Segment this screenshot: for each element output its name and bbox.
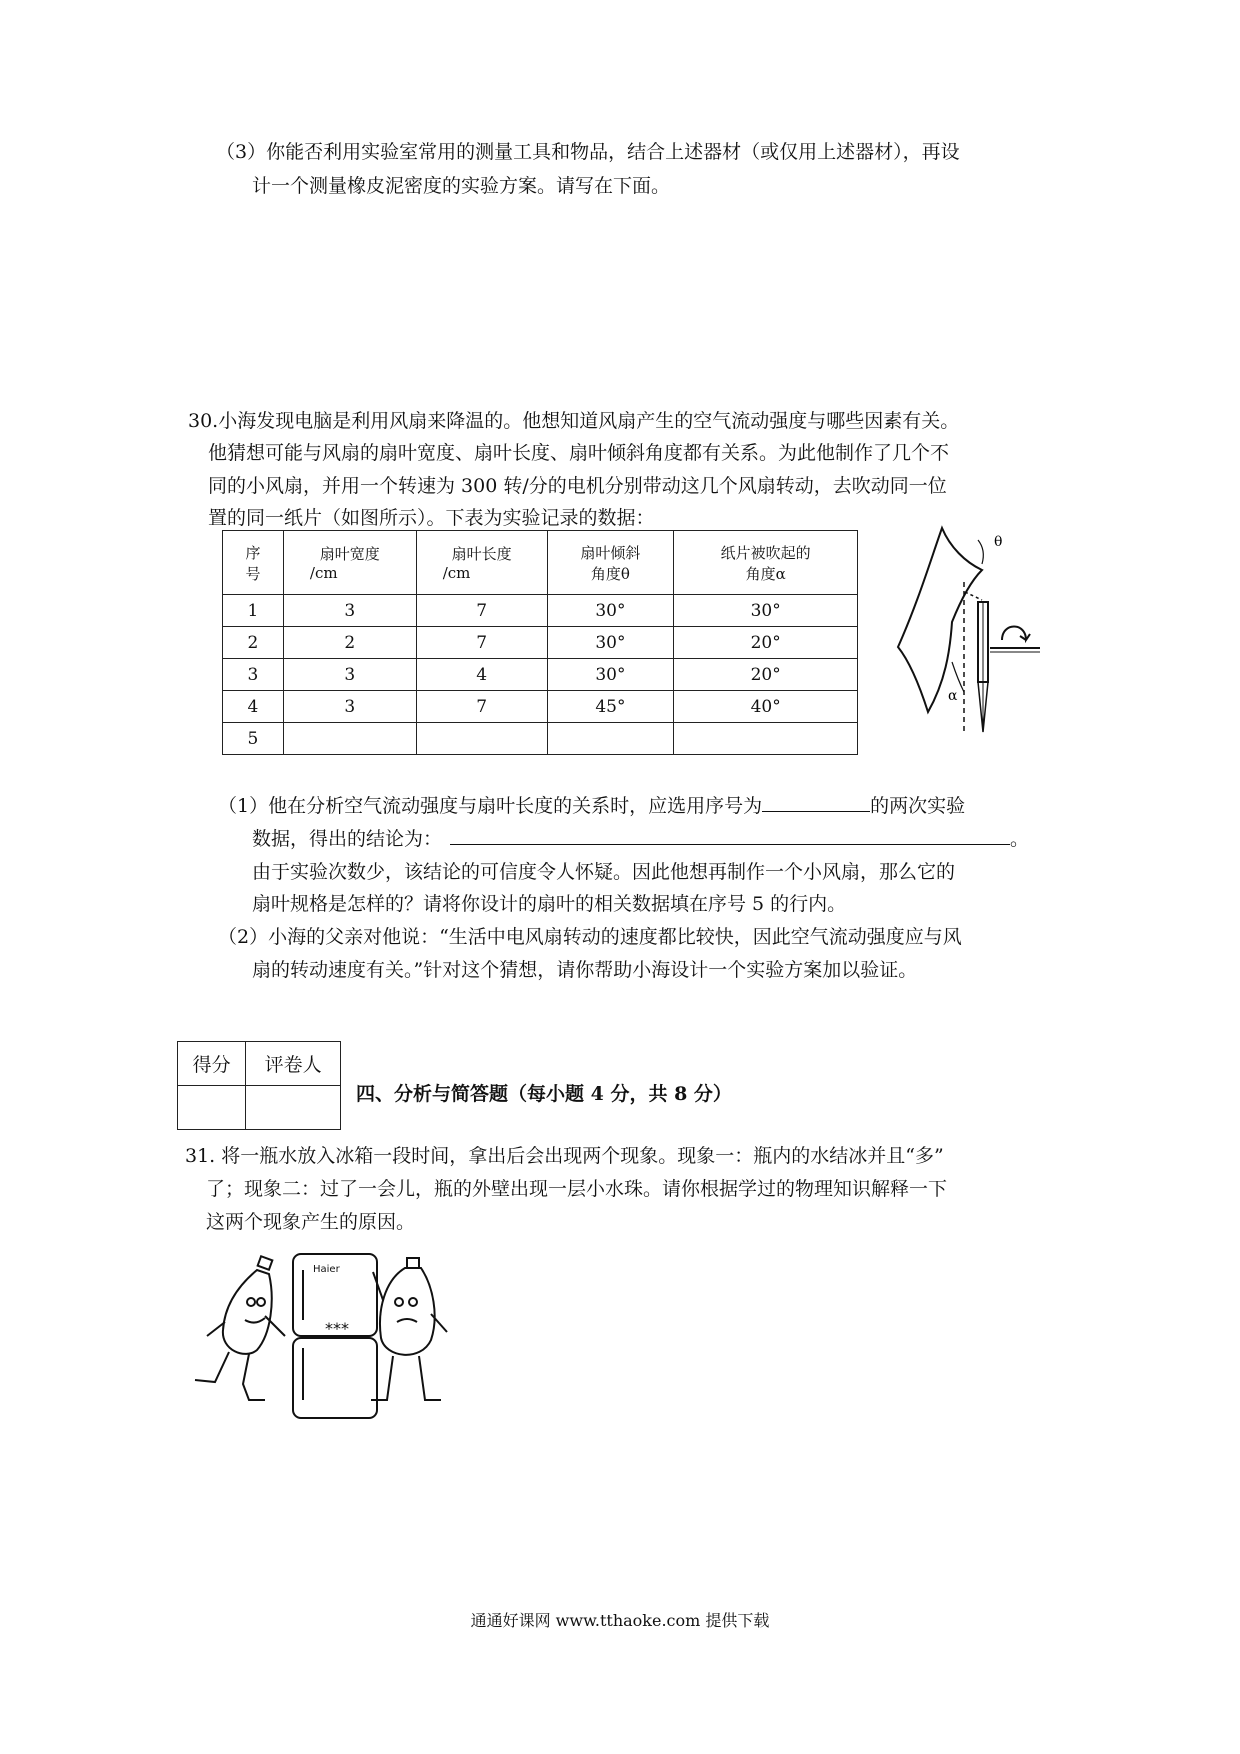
header-paper-angle: 纸片被吹起的 角度α (674, 531, 858, 595)
theta-label: θ (994, 534, 1003, 550)
q30-line4: 置的同一纸片（如图所示）。下表为实验记录的数据： (208, 507, 655, 529)
score-cell[interactable] (178, 1086, 246, 1130)
q30-sub1-line4: 扇叶规格是怎样的？请将你设计的扇叶的相关数据填在序号 5 的行内。 (252, 893, 847, 915)
score-box (177, 1041, 341, 1130)
table-row: 4 3 7 45° 40° (223, 691, 858, 723)
q29-3-line1: （3）你能否利用实验室常用的测量工具和物品，结合上述器材（或仅用上述器材），再设 (216, 141, 960, 163)
experiment-table (222, 530, 858, 755)
q30-sub2-line1: （2）小海的父亲对他说：“生活中电风扇转动的速度都比较快，因此空气流动强度应与风 (218, 926, 962, 948)
table-row-blank: 5 (223, 723, 858, 755)
q31-line3: 这两个现象产生的原因。 (206, 1211, 416, 1233)
right-bottle-icon (371, 1258, 447, 1400)
left-bottle-icon (195, 1256, 285, 1400)
answer-blank-index[interactable] (762, 791, 870, 812)
fan-figure (890, 522, 1060, 742)
fridge-bottles-illustration (185, 1250, 485, 1420)
section4-title: 四、分析与简答题（每小题 4 分，共 8 分） (356, 1083, 732, 1105)
rotation-arrow-icon (1002, 627, 1030, 641)
fan-blade-icon (898, 528, 982, 712)
fridge-icon (293, 1254, 377, 1418)
table-row: 3 3 4 30° 20° (223, 659, 858, 691)
header-index: 序 号 (223, 531, 284, 595)
score-label: 得分 (178, 1042, 246, 1086)
table-row: 1 3 7 30° 30° (223, 595, 858, 627)
q30-sub1-line1: （1）他在分析空气流动强度与扇叶长度的关系时，应选用序号为 的两次实验 (218, 790, 965, 822)
q30-sub1-line3: 由于实验次数少，该结论的可信度令人怀疑。因此他想再制作一个小风扇，那么它的 (252, 861, 956, 883)
q31-line1: 31. 将一瓶水放入冰箱一段时间，拿出后会出现两个现象。现象一：瓶内的水结冰并且“多” (185, 1145, 944, 1167)
grader-label: 评卷人 (246, 1042, 341, 1086)
q30-line2: 他猜想可能与风扇的扇叶宽度、扇叶长度、扇叶倾斜角度都有关系。为此他制作了几个不 (208, 442, 950, 464)
header-blade-length: 扇叶长度 /cm (416, 531, 547, 595)
q29-3-line2: 计一个测量橡皮泥密度的实验方案。请写在下面。 (252, 175, 671, 197)
q30-line3: 同的小风扇，并用一个转速为 300 转/分的电机分别带动这几个风扇转动，去吹动同一位 (208, 475, 947, 497)
fridge-stars: *** (325, 1319, 349, 1338)
header-blade-width: 扇叶宽度 /cm (283, 531, 416, 595)
alpha-label: α (948, 688, 958, 704)
footer-credit: 通通好课网 www.tthaoke.com 提供下载 (470, 1611, 770, 1630)
q31-line2: 了；现象二：过了一会儿，瓶的外壁出现一层小水珠。请你根据学过的物理知识解释一下 (206, 1178, 948, 1200)
fridge-brand: Haier (313, 1264, 340, 1275)
q30-line1: 30.小海发现电脑是利用风扇来降温的。他想知道风扇产生的空气流动强度与哪些因素有关。 (188, 410, 960, 432)
q30-sub1-line2: 数据，得出的结论为： 。 (252, 823, 1029, 855)
q30-sub2-line2: 扇的转动速度有关。”针对这个猜想，请你帮助小海设计一个实验方案加以验证。 (252, 959, 918, 981)
header-blade-angle: 扇叶倾斜 角度θ (547, 531, 674, 595)
answer-blank-conclusion[interactable] (450, 824, 1010, 845)
table-header-row (223, 531, 858, 595)
table-row: 2 2 7 30° 20° (223, 627, 858, 659)
grader-cell[interactable] (246, 1086, 341, 1130)
